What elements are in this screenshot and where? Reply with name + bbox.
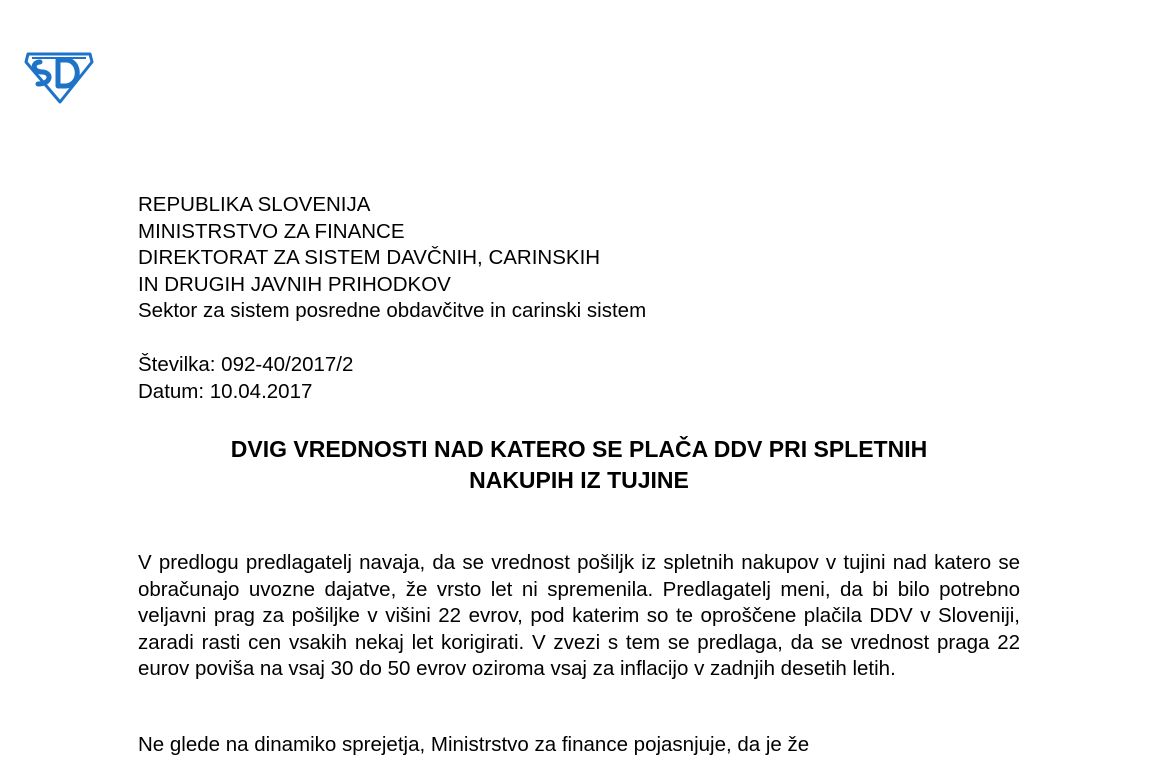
header-line-sector: Sektor za sistem posredne obdavčitve in carinski sistem	[138, 299, 647, 322]
header-line-country: REPUBLIKA SLOVENIJA	[138, 193, 371, 216]
title-line-2: NAKUPIH IZ TUJINE	[469, 467, 689, 493]
header-line-ministry: MINISTRSTVO ZA FINANCE	[138, 219, 405, 243]
document-date: Datum: 10.04.2017	[138, 379, 313, 403]
header-line-directorate-cont: IN DRUGIH JAVNIH PRIHODKOV	[138, 272, 451, 296]
body-paragraph-2: Ne glede na dinamiko sprejetja, Ministrstvo za finance pojasnjuje, da je že	[138, 733, 810, 756]
ministry-header	[138, 192, 646, 325]
ministry-logo-icon	[22, 48, 96, 104]
document-reference	[138, 352, 353, 405]
title-line-1: DVIG VREDNOSTI NAD KATERO SE PLAČA DDV PRI SPLETNIH	[230, 436, 928, 462]
body-paragraph-1: V predlogu predlagatelj navaja, da se vrednost pošiljk iz spletnih nakupov v tujini nad katero se obračunajo uvozne dajatve, že vrsto let ni spremenila. Predlagatelj meni, da bi bilo potrebno veljavni prag za pošiljke v višini 22 evrov, pod katerim so te oproščene plačila DDV v Sloveniji, zaradi rasti cen vsakih nekaj let korigirati. V zvezi s tem se predlaga, da se vrednost praga 22 eurov poviša na vsaj 30 do 50 evrov oziroma vsaj za inflacijo v zadnjih desetih letih.	[138, 551, 1020, 681]
document-title	[138, 434, 1020, 496]
header-line-directorate: DIREKTORAT ZA SISTEM DAVČNIH, CARINSKIH	[138, 246, 601, 269]
document-number: Številka: 092-40/2017/2	[138, 353, 354, 376]
